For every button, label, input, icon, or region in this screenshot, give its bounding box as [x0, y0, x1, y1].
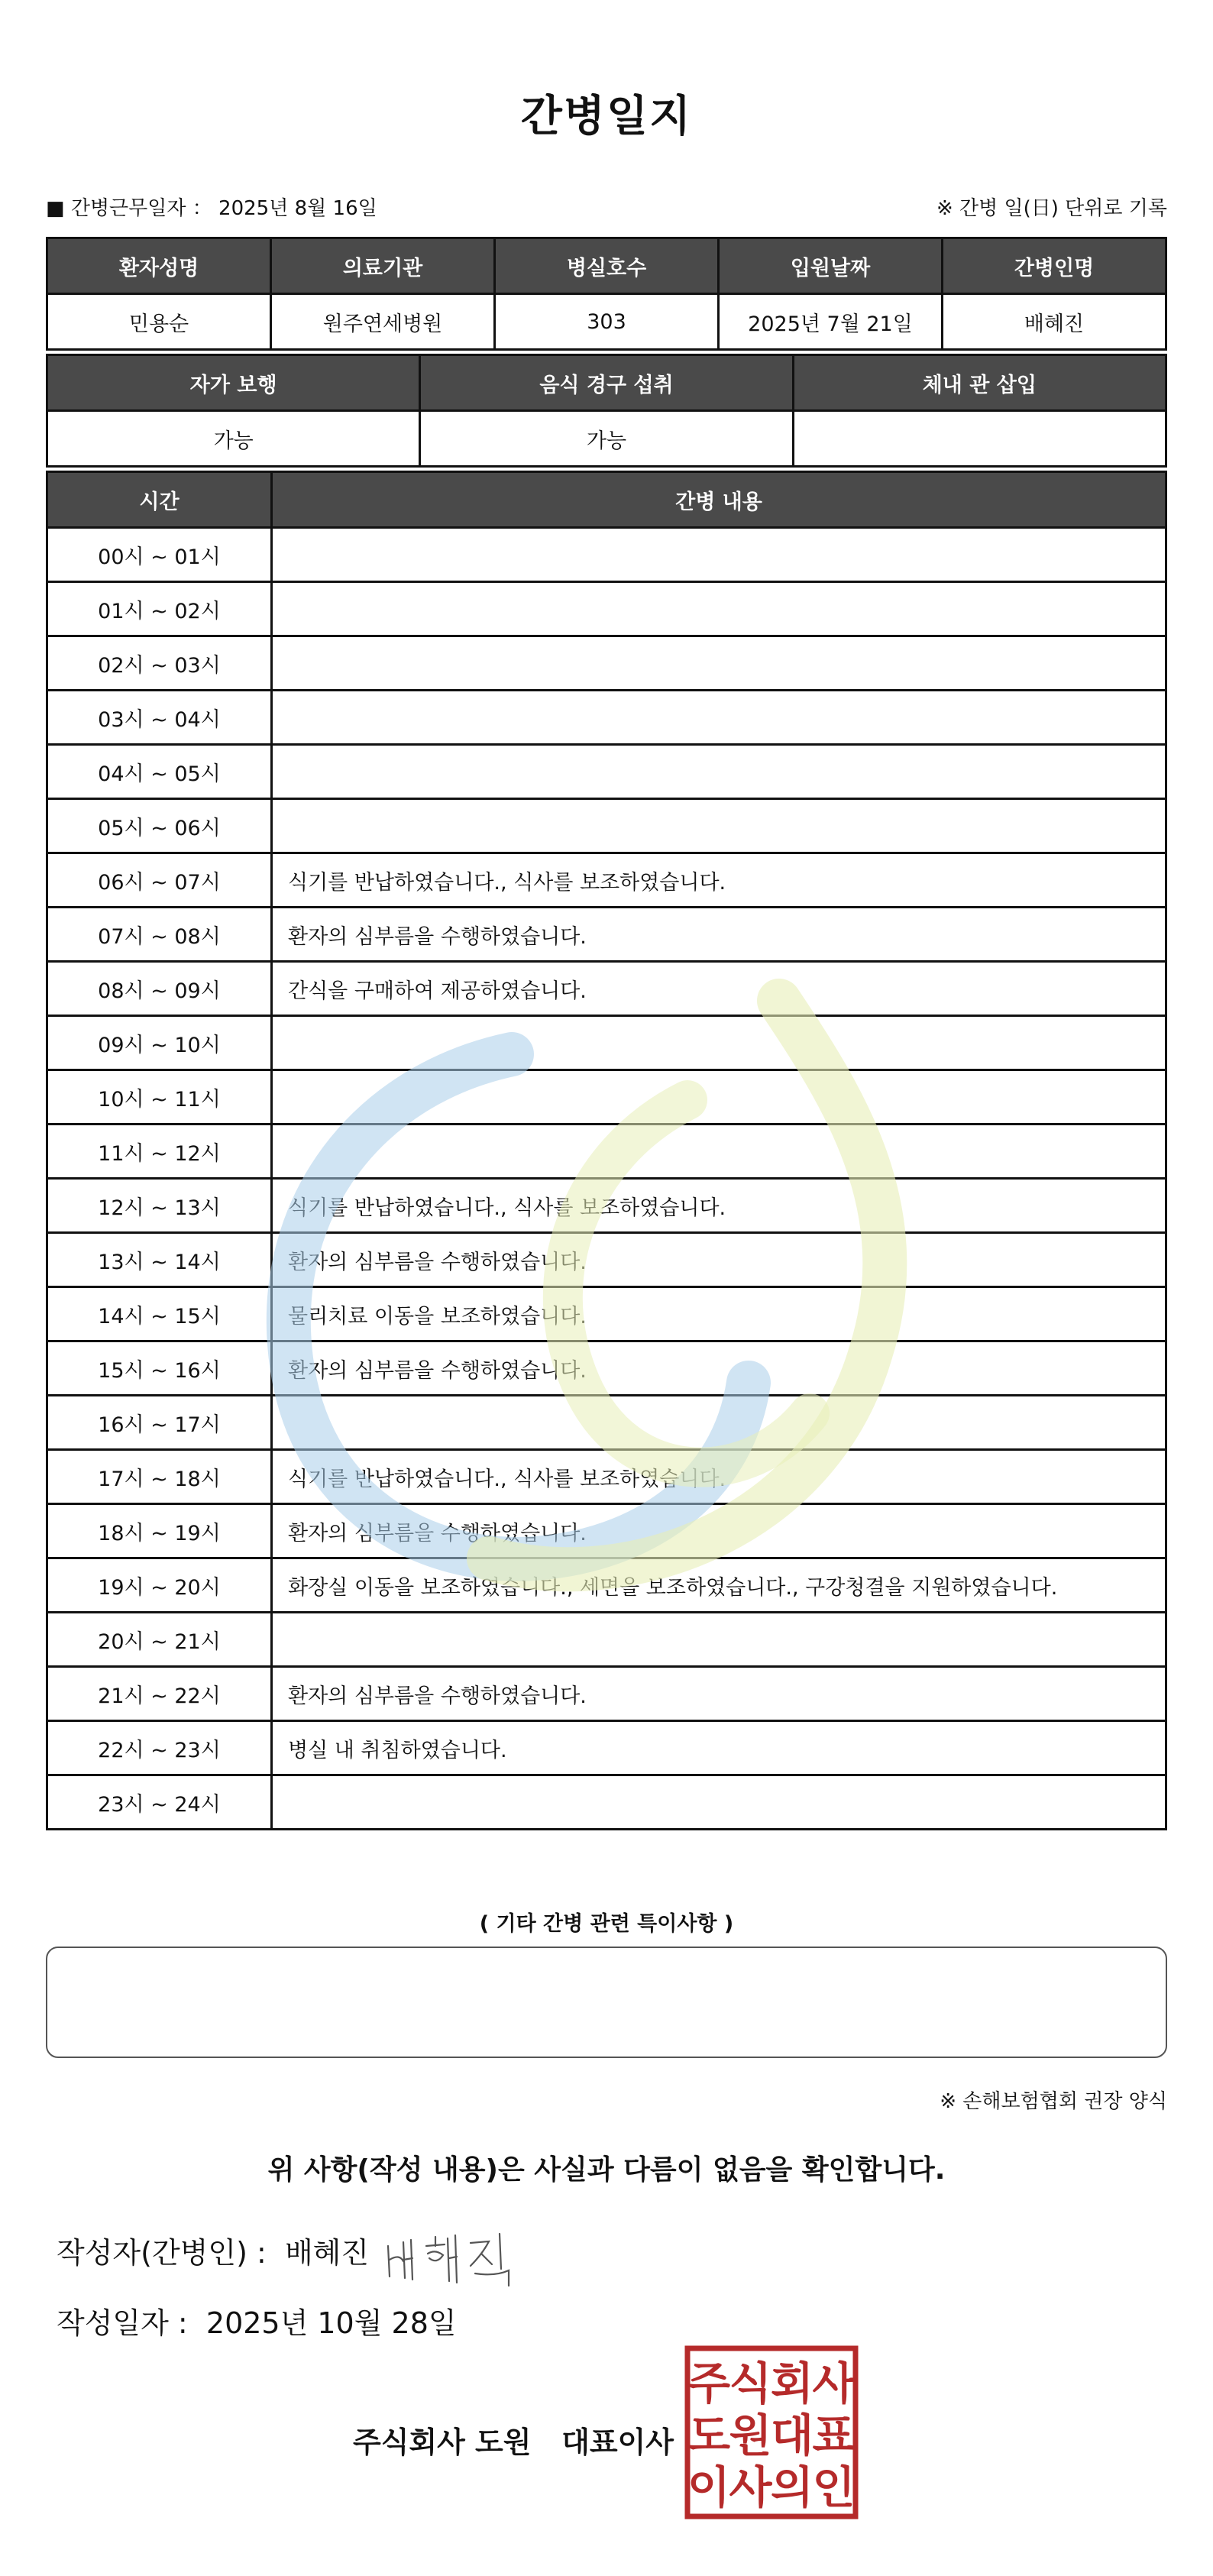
- log-row: [47, 799, 1166, 853]
- log-content-cell: 화장실 이동을 보조하였습니다., 세면을 보조하였습니다., 구강청결을 지원하였습니다.: [272, 1558, 1166, 1613]
- status-value-cell: 가능: [420, 411, 793, 467]
- log-content-cell: [272, 1775, 1166, 1830]
- seal-char: 대: [770, 2409, 814, 2461]
- log-time-cell: 05시 ~ 06시: [47, 799, 272, 853]
- patient-info-table: [46, 237, 1167, 351]
- log-time-cell: 11시 ~ 12시: [47, 1125, 272, 1179]
- log-time-cell: 06시 ~ 07시: [47, 853, 272, 908]
- log-time-cell: 01시 ~ 02시: [47, 582, 272, 636]
- seal-char: 원: [729, 2409, 772, 2461]
- log-row: [47, 691, 1166, 745]
- log-content-cell: [272, 528, 1166, 582]
- log-time-cell: 12시 ~ 13시: [47, 1179, 272, 1233]
- info-value-cell: 민용순: [47, 294, 271, 350]
- status-header-cell: 음식 경구 섭취: [420, 355, 793, 411]
- handwritten-signature-icon: [380, 2223, 533, 2292]
- log-time-cell: 17시 ~ 18시: [47, 1450, 272, 1504]
- status-value-cell: [793, 411, 1166, 467]
- log-row: [47, 582, 1166, 636]
- log-content-cell: [272, 636, 1166, 691]
- log-time-cell: 23시 ~ 24시: [47, 1775, 272, 1830]
- log-time-cell: 21시 ~ 22시: [47, 1667, 272, 1721]
- status-header-cell: 체내 관 삽입: [793, 355, 1166, 411]
- log-content-cell: 식기를 반납하였습니다., 식사를 보조하였습니다.: [272, 853, 1166, 908]
- log-row: [47, 853, 1166, 908]
- log-time-cell: 03시 ~ 04시: [47, 691, 272, 745]
- log-time-cell: 00시 ~ 01시: [47, 528, 272, 582]
- log-time-cell: 22시 ~ 23시: [47, 1721, 272, 1775]
- confirmation-statement: 위 사항(작성 내용)은 사실과 다름이 없음을 확인합니다.: [267, 2154, 946, 2186]
- log-time-cell: 10시 ~ 11시: [47, 1070, 272, 1125]
- seal-char: 의: [770, 2461, 814, 2513]
- log-header-content: 간병 내용: [272, 472, 1166, 528]
- patient-status-table: [46, 354, 1167, 468]
- log-header-row: [47, 472, 1166, 528]
- info-value-cell: 배혜진: [943, 294, 1166, 350]
- log-content-cell: 식기를 반납하였습니다., 식사를 보조하였습니다.: [272, 1179, 1166, 1233]
- log-content-cell: 환자의 심부름을 수행하였습니다.: [272, 1667, 1166, 1721]
- log-row: [47, 1070, 1166, 1125]
- company-signature-row: [353, 2419, 674, 2461]
- log-content-cell: [272, 1125, 1166, 1179]
- log-content-cell: 환자의 심부름을 수행하였습니다.: [272, 1341, 1166, 1396]
- log-row: [47, 1450, 1166, 1504]
- log-row: [47, 1396, 1166, 1450]
- log-time-cell: 07시 ~ 08시: [47, 908, 272, 962]
- log-content-cell: 환자의 심부름을 수행하였습니다.: [272, 1504, 1166, 1558]
- log-row: [47, 1613, 1166, 1667]
- log-row: [47, 636, 1166, 691]
- log-content-cell: [272, 1396, 1166, 1450]
- log-content-cell: 환자의 심부름을 수행하였습니다.: [272, 1233, 1166, 1287]
- form-source-note: ※ 손해보험협회 권장 양식: [940, 2090, 1167, 2113]
- seal-char: 표: [812, 2409, 856, 2461]
- company-seal-icon: [684, 2345, 859, 2519]
- log-time-cell: 14시 ~ 15시: [47, 1287, 272, 1341]
- log-content-cell: [272, 1070, 1166, 1125]
- log-content-cell: [272, 1016, 1166, 1070]
- info-header-cell: 간병인명: [943, 238, 1166, 294]
- log-row: [47, 1341, 1166, 1396]
- special-notes-box: [46, 1947, 1167, 2058]
- log-time-cell: 19시 ~ 20시: [47, 1558, 272, 1613]
- log-content-cell: [272, 1613, 1166, 1667]
- log-row: [47, 1125, 1166, 1179]
- log-body: [47, 528, 1166, 1830]
- status-header-row: [47, 355, 1166, 411]
- log-content-cell: 병실 내 취침하였습니다.: [272, 1721, 1166, 1775]
- log-content-cell: [272, 582, 1166, 636]
- log-row: [47, 528, 1166, 582]
- care-log-table: [46, 471, 1167, 1830]
- seal-char: 주: [687, 2358, 731, 2409]
- log-row: [47, 962, 1166, 1016]
- seal-char: 식: [729, 2358, 772, 2409]
- info-header-row: [47, 238, 1166, 294]
- log-row: [47, 1179, 1166, 1233]
- seal-char: 이: [687, 2461, 731, 2513]
- log-row: [47, 1233, 1166, 1287]
- log-time-cell: 04시 ~ 05시: [47, 745, 272, 799]
- representative-title: 대표이사: [561, 2426, 674, 2459]
- log-row: [47, 1775, 1166, 1830]
- log-header-time: 시간: [47, 472, 272, 528]
- log-time-cell: 02시 ~ 03시: [47, 636, 272, 691]
- log-row: [47, 1721, 1166, 1775]
- seal-char: 도: [687, 2409, 731, 2461]
- seal-char: 사: [729, 2461, 772, 2513]
- log-time-cell: 08시 ~ 09시: [47, 962, 272, 1016]
- info-header-cell: 환자성명: [47, 238, 271, 294]
- status-value-cell: 가능: [47, 411, 420, 467]
- info-header-cell: 병실호수: [495, 238, 719, 294]
- log-row: [47, 1016, 1166, 1070]
- info-value-cell: 원주연세병원: [271, 294, 495, 350]
- status-value-row: [47, 411, 1166, 467]
- seal-char: 사: [812, 2358, 856, 2409]
- log-time-cell: 13시 ~ 14시: [47, 1233, 272, 1287]
- log-row: [47, 745, 1166, 799]
- info-value-row: [47, 294, 1166, 350]
- seal-char: 회: [770, 2358, 814, 2409]
- write-date-row: [57, 2299, 457, 2341]
- log-time-cell: 09시 ~ 10시: [47, 1016, 272, 1070]
- log-content-cell: [272, 799, 1166, 853]
- log-content-cell: 간식을 구매하여 제공하였습니다.: [272, 962, 1166, 1016]
- log-content-cell: 식기를 반납하였습니다., 식사를 보조하였습니다.: [272, 1450, 1166, 1504]
- seal-char: 인: [812, 2461, 856, 2513]
- log-time-cell: 15시 ~ 16시: [47, 1341, 272, 1396]
- log-row: [47, 1667, 1166, 1721]
- log-content-cell: 물리치료 이동을 보조하였습니다.: [272, 1287, 1166, 1341]
- log-time-cell: 20시 ~ 21시: [47, 1613, 272, 1667]
- log-content-cell: [272, 691, 1166, 745]
- work-date: ■ 간병근무일자 ： 2025년 8월 16일: [46, 197, 377, 220]
- info-value-cell: 303: [495, 294, 719, 350]
- log-row: [47, 908, 1166, 962]
- log-time-cell: 16시 ~ 17시: [47, 1396, 272, 1450]
- special-notes-heading: ( 기타 간병 관련 특이사항 ): [479, 1912, 734, 1936]
- company-name: 주식회사 도원: [353, 2426, 532, 2459]
- log-row: [47, 1558, 1166, 1613]
- log-time-cell: 18시 ~ 19시: [47, 1504, 272, 1558]
- write-date-value: 2025년 10월 28일: [205, 2306, 457, 2340]
- writer-label: 작성자(간병인) :: [57, 2236, 267, 2270]
- writer-name: 배혜진: [284, 2236, 370, 2270]
- log-content-cell: 환자의 심부름을 수행하였습니다.: [272, 908, 1166, 962]
- writer-row: [57, 2229, 369, 2271]
- log-row: [47, 1504, 1166, 1558]
- info-value-cell: 2025년 7월 21일: [719, 294, 943, 350]
- write-date-label: 작성일자 :: [57, 2306, 188, 2340]
- log-content-cell: [272, 745, 1166, 799]
- status-header-cell: 자가 보행: [47, 355, 420, 411]
- info-header-cell: 의료기관: [271, 238, 495, 294]
- log-row: [47, 1287, 1166, 1341]
- unit-note: ※ 간병 일(日) 단위로 기록: [936, 197, 1167, 220]
- page-title: 간병일지: [520, 92, 693, 141]
- info-header-cell: 입원날짜: [719, 238, 943, 294]
